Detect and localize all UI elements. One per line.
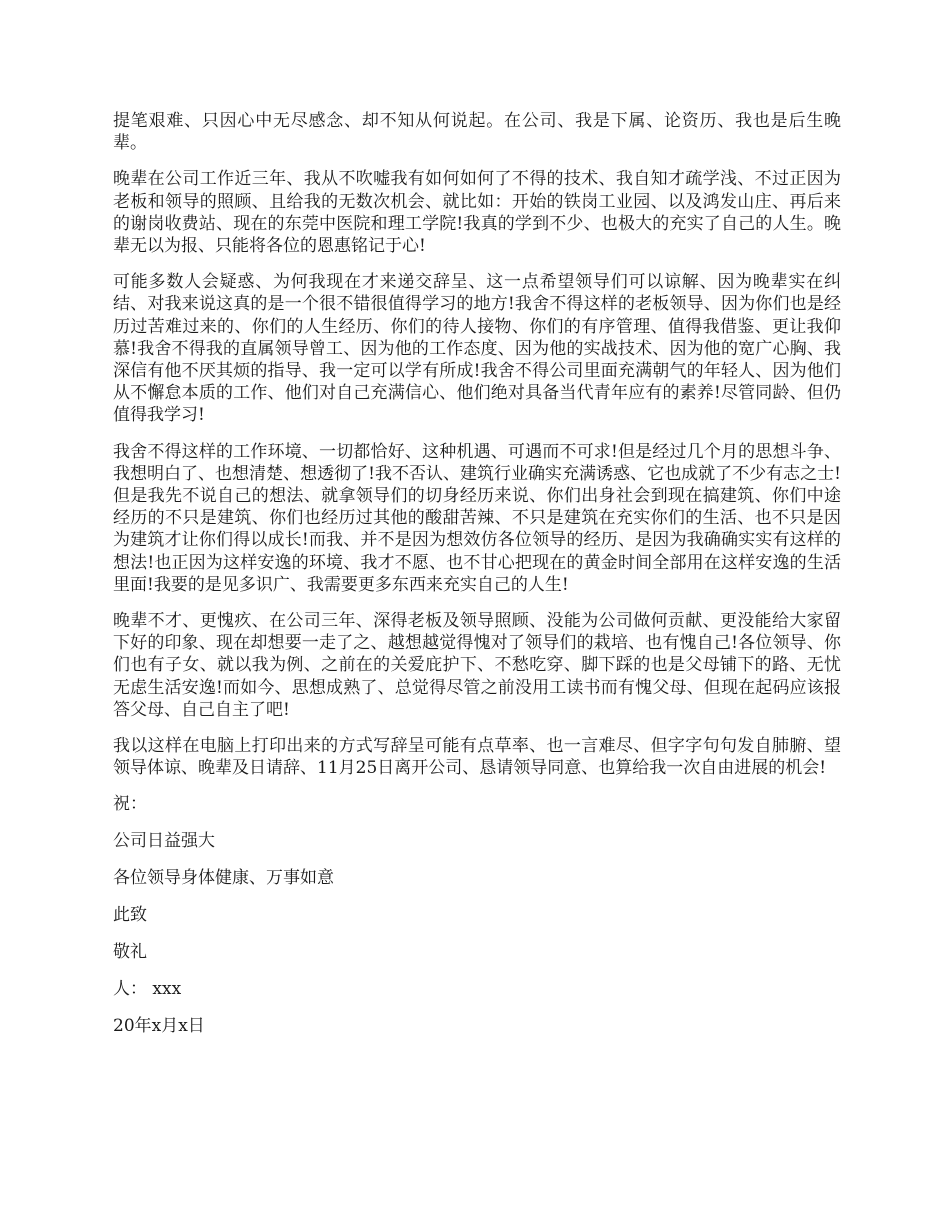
paragraph-reluctance: 可能多数人会疑惑、为何我现在才来递交辞呈、这一点希望领导们可以谅解、因为晚辈实在纠结、对我来说这真的是一个很不错很值得学习的地方!我舍不得这样的老板领导、因为你们也是经历过苦难过来的、你们的人生经历、你们的待人接物、你们的有序管理、值得我借鉴、更让我仰慕!我舍不得我的直属领导曾工、因为他的工作态度、因为他的实战技术、因为他的宽广心胸、我深信有他不厌其烦的指导、我一定可以学有所成!我舍不得公司里面充满朝气的年轻人、因为他们从不懈怠本质的工作、他们对自己充满信心、他们绝对具备当代青年应有的素养!尽管同龄、但仍值得我学习! <box>113 272 841 426</box>
closing-section <box>113 793 841 1037</box>
closing-wish-line: 各位领导身体健康、万事如意 <box>113 868 334 889</box>
closing-regards: 此致 <box>113 905 147 926</box>
date-line: 20年x月x日 <box>113 1016 205 1037</box>
closing-wish-line: 公司日益强大 <box>113 831 215 852</box>
paragraph-gratitude: 晚辈在公司工作近三年、我从不吹嘘我有如何如何了不得的技术、我自知才疏学浅、不过正因为老板和领导的照顾、且给我的无数次机会、就比如：开始的铁岗工业园、以及鸿发山庄、再后来的谢岗收费站、现在的东莞中医院和理工学院!我真的学到不少、也极大的充实了自己的人生。晚辈无以为报、只能将各位的恩惠铭记于心! <box>113 169 841 257</box>
paragraph-request: 我以这样在电脑上打印出来的方式写辞呈可能有点草率、也一言难尽、但字字句句发自肺腑、望领导体谅、晚辈及日请辞、11月25日离开公司、恳请领导同意、也算给我一次自由进展的机会! <box>113 736 841 779</box>
paragraph-decision: 我舍不得这样的工作环境、一切都恰好、这种机遇、可遇而不可求!但是经过几个月的思想斗争、我想明白了、也想清楚、想透彻了!我不否认、建筑行业确实充满诱惑、它也成就了不少有志之士!但是我先不说自己的想法、就拿领导们的切身经历来说、你们出身社会到现在搞建筑、你们中途经历的不只是建筑、你们也经历过其他的酸甜苦辣、不只是建筑在充实你们的生活、也不只是因为建筑才让你们得以成长!而我、并不是因为想效仿各位领导的经历、是因为我确确实实有这样的想法!也正因为这样安逸的环境、我才不愿、也不甘心把现在的黄金时间全部用在这样安逸的生活里面!我要的是见多识广、我需要更多东西来充实自己的人生! <box>113 441 841 595</box>
paragraph-opening: 提笔艰难、只因心中无尽感念、却不知从何说起。在公司、我是下属、论资历、我也是后生晚辈。 <box>113 111 841 154</box>
signer-line: 人： xxx <box>113 979 182 1000</box>
paragraph-apology: 晚辈不才、更愧疚、在公司三年、深得老板及领导照顾、没能为公司做何贡献、更没能给大家留下好的印象、现在却想要一走了之、越想越觉得愧对了领导们的栽培、也有愧自己!各位领导、你们也有子女、就以我为例、之前在的关爱庇护下、不愁吃穿、脚下踩的也是父母铺下的路、无忧无虑生活安逸!而如今、思想成熟了、总觉得尽管之前没用工读书而有愧父母、但现在起码应该报答父母、自己自主了吧! <box>113 611 841 720</box>
closing-wish: 祝： <box>113 794 147 815</box>
closing-salute: 敬礼 <box>113 942 147 963</box>
resignation-letter <box>113 110 841 1052</box>
